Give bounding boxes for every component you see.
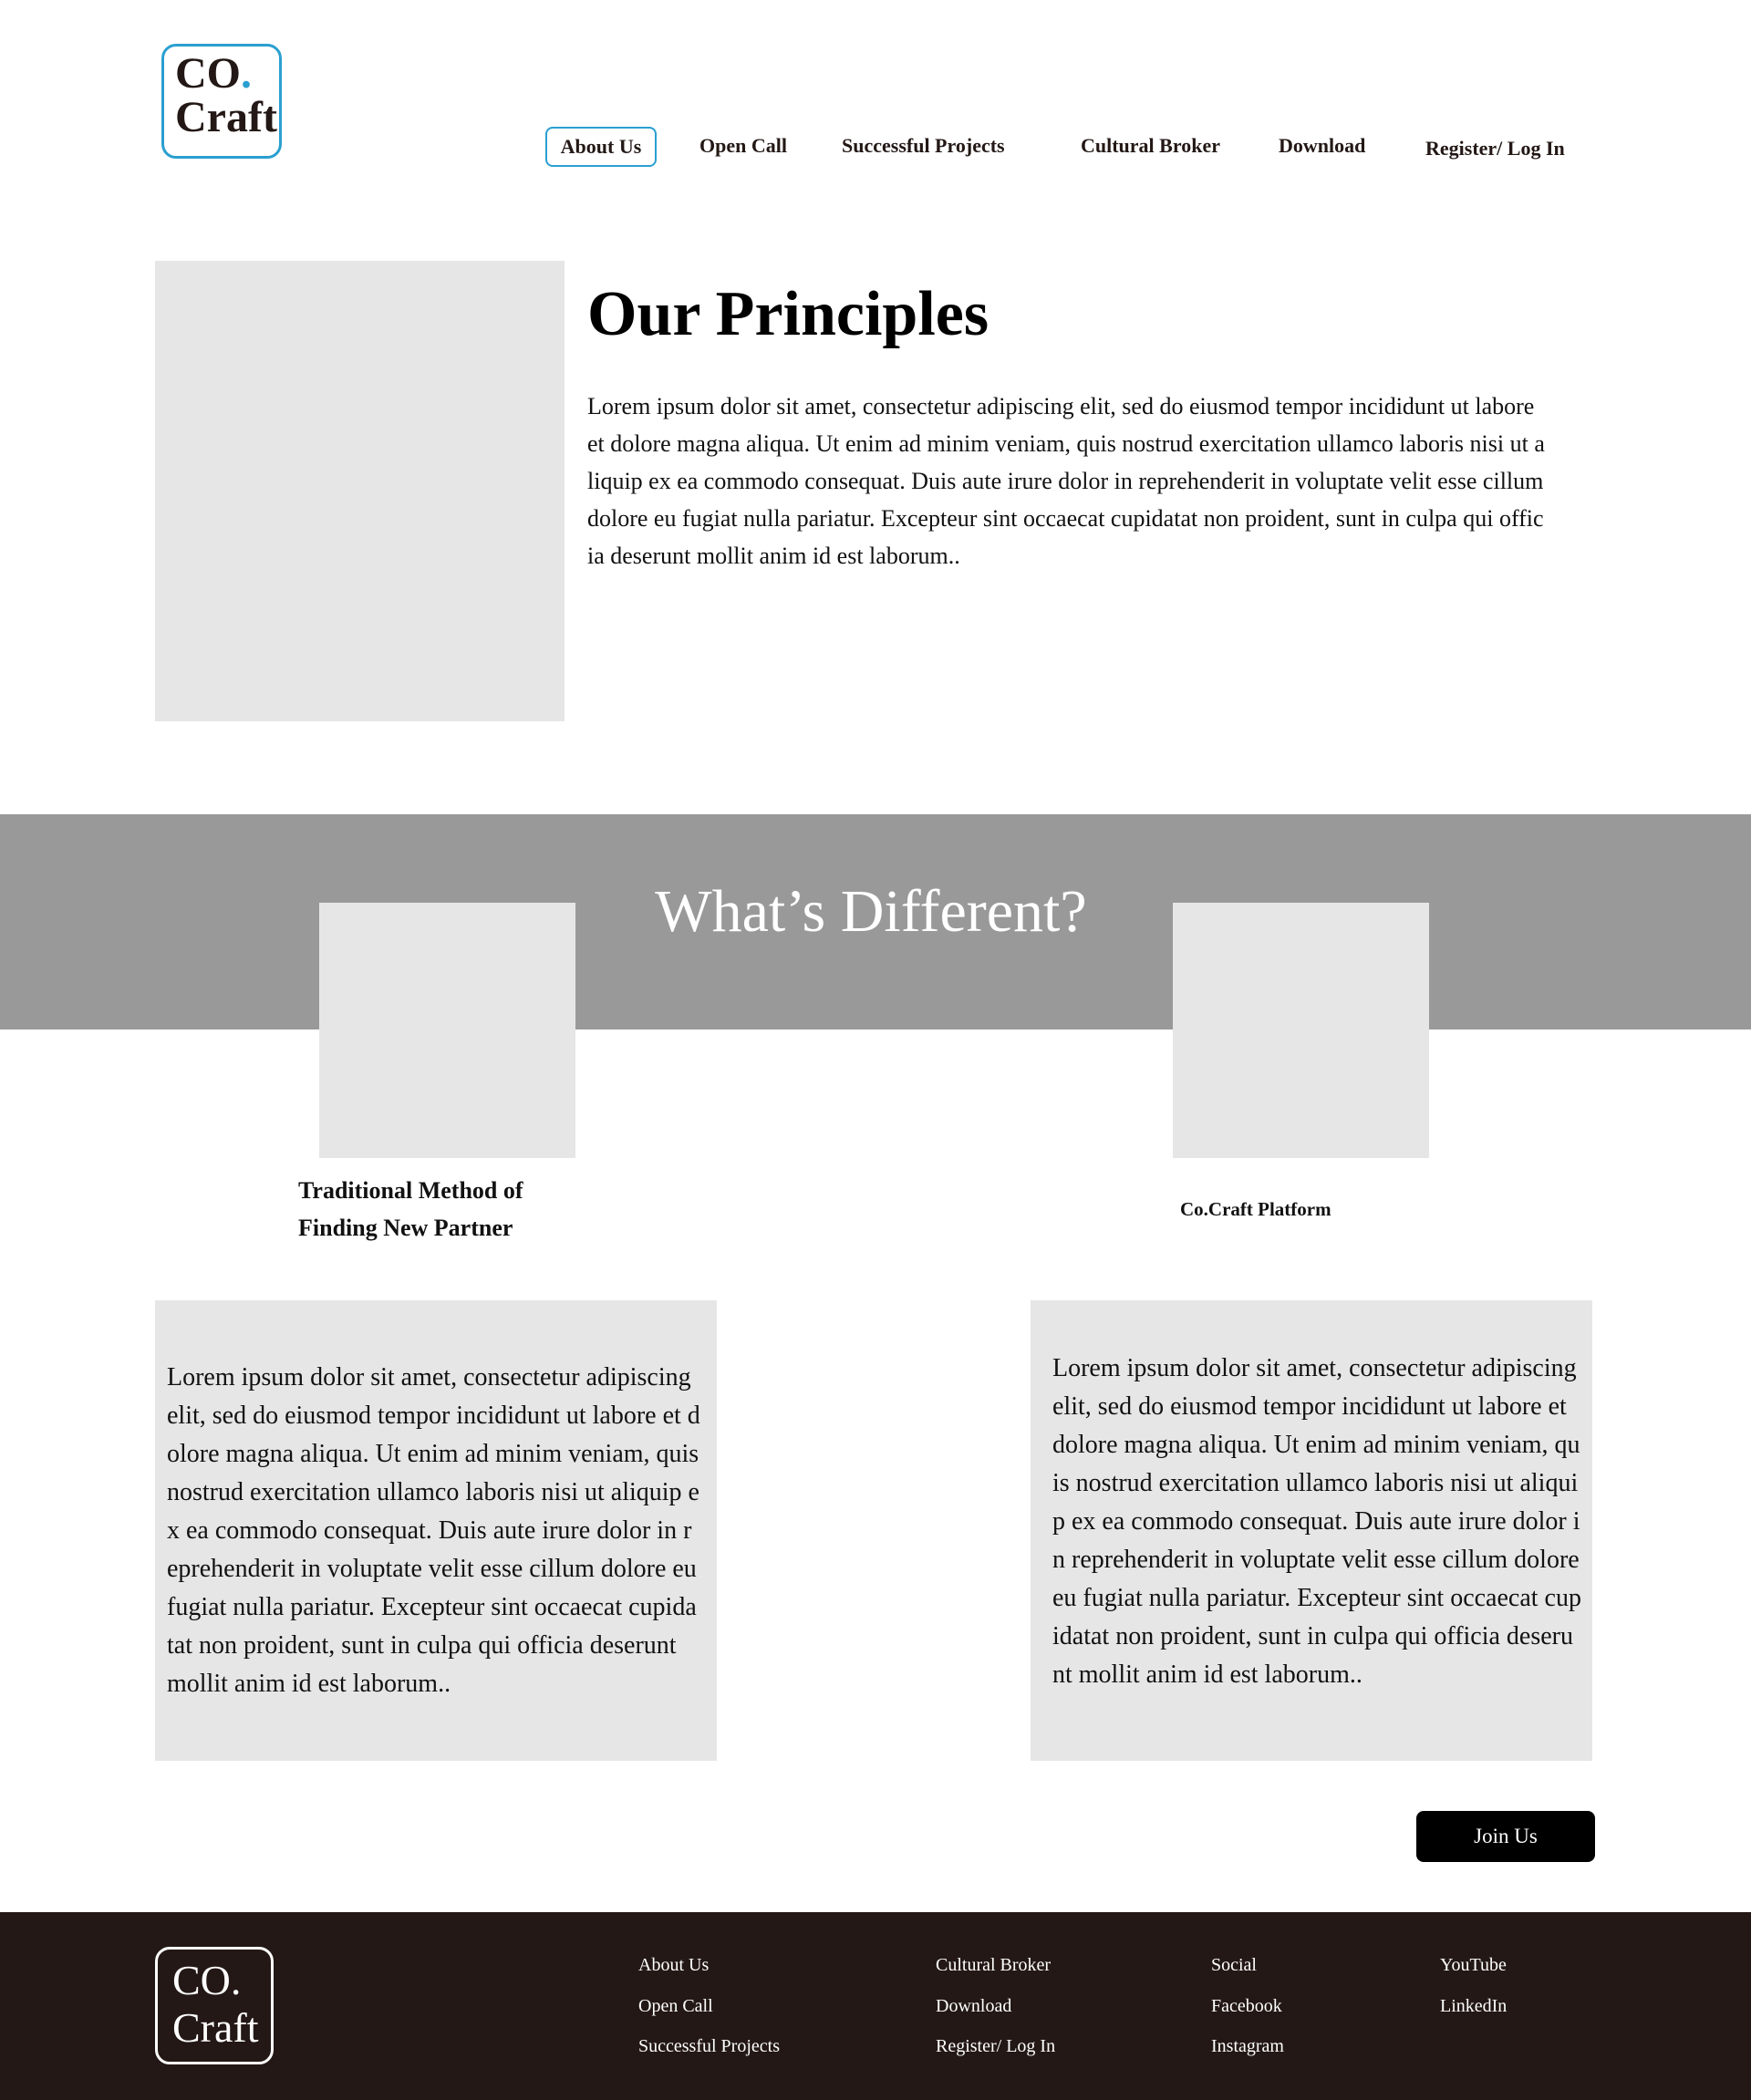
nav-cultural-broker[interactable]: Cultural Broker [1081,134,1220,157]
nav-download[interactable]: Download [1279,134,1366,157]
join-us-button[interactable]: Join Us [1416,1811,1595,1862]
footer-link-instagram[interactable]: Instagram [1211,2036,1284,2056]
footer-link-facebook[interactable]: Facebook [1211,1996,1282,2016]
footer-logo-craft: Craft [172,2004,259,2051]
footer-social-heading: Social [1211,1955,1257,1975]
platform-body: Lorem ipsum dolor sit amet, consectetur adipiscing elit, sed do eiusmod tempor incididunt ut labore et dolore magna aliqua. Ut enim ad minim veniam, quis nostrud exercitation ullamco laboris nisi ut aliquip ex ea commodo consequat. Duis aute irure dolor in reprehenderit in voluptate velit esse cillum dolore eu fugiat nulla pariatur. Excepteur sint occaecat cupidatat non proident, sunt in culpa qui officia deserunt mollit anim id est laborum.. [1052,1354,1581,1689]
nav-successful-projects[interactable]: Successful Projects [842,134,1005,157]
footer-link-successful-projects[interactable]: Successful Projects [638,2036,780,2056]
platform-text-box [1031,1300,1592,1761]
footer-logo-co: CO. [172,1957,242,2003]
footer-logo[interactable] [155,1947,274,2064]
different-title: What’s Different? [655,878,1087,945]
footer-link-download[interactable]: Download [936,1996,1012,2016]
principles-image-placeholder [155,261,565,721]
logo-text-co: CO [175,49,241,98]
footer-link-linkedin[interactable]: LinkedIn [1440,1996,1508,2016]
logo-text-craft: Craft [175,93,277,141]
nav-about-us[interactable]: About Us [545,127,657,167]
footer-link-register-login[interactable]: Register/ Log In [936,2036,1056,2056]
platform-title: Co.Craft Platform [1180,1198,1331,1220]
traditional-body: Lorem ipsum dolor sit amet, consectetur adipiscing elit, sed do eiusmod tempor incididunt ut labore et dolore magna aliqua. Ut enim ad minim veniam, quis nostrud exercitation ullamco laboris nisi ut aliquip ex ea commodo consequat. Duis aute irure dolor in reprehenderit in voluptate velit esse cillum dolore eu fugiat nulla pariatur. Excepteur sint occaecat cupidatat non proident, sunt in culpa qui officia deserunt mollit anim id est laborum.. [167,1363,700,1698]
traditional-text-box [155,1300,717,1761]
platform-image-placeholder [1173,903,1429,1158]
traditional-image-placeholder [319,903,575,1158]
footer-link-about-us[interactable]: About Us [638,1955,710,1975]
principles-title: Our Principles [587,279,989,349]
logo-dot: . [241,49,252,98]
footer-link-youtube[interactable]: YouTube [1440,1955,1507,1975]
nav-register-login[interactable]: Register/ Log In [1425,137,1565,160]
logo[interactable] [161,44,282,159]
principles-body: Lorem ipsum dolor sit amet, consectetur adipiscing elit, sed do eiusmod tempor incididunt ut labore et dolore magna aliqua. Ut enim ad minim veniam, quis nostrud exercitation ullamco laboris nisi ut aliquip ex ea commodo consequat. Duis aute irure dolor in reprehenderit in voluptate velit esse cillum dolore eu fugiat nulla pariatur. Excepteur sint occaecat cupidatat non proident, sunt in culpa qui officia deserunt mollit anim id est laborum.. [587,393,1545,569]
nav-open-call[interactable]: Open Call [699,134,787,157]
traditional-title: Traditional Method of Finding New Partner [298,1177,523,1241]
footer-link-open-call[interactable]: Open Call [638,1996,713,2016]
footer-link-cultural-broker[interactable]: Cultural Broker [936,1955,1052,1975]
